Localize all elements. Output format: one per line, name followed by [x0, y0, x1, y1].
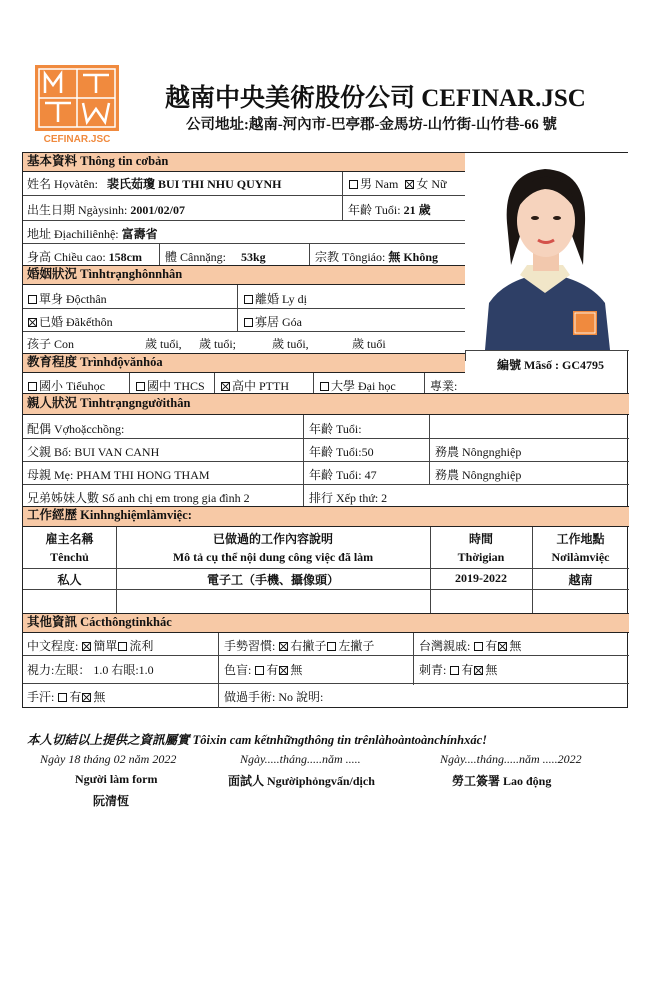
signature-interviewer: 面試人 Ngườiphỏngvấn/dịch: [228, 774, 375, 788]
col-time-header: 時間 Thờigian: [457, 532, 505, 564]
married-checkbox[interactable]: [28, 318, 37, 327]
sweat-no-checkbox[interactable]: [82, 693, 91, 702]
colorblind-yes-checkbox[interactable]: [255, 666, 264, 675]
code-number: 編號 Mãsố : GC4795: [497, 358, 604, 372]
single-checkbox[interactable]: [28, 295, 37, 304]
section-other: 其他資訊 Cácthôngtinkhác: [23, 613, 629, 633]
divorced-checkbox[interactable]: [244, 295, 253, 304]
taiwan-relatives[interactable]: 台灣親戚: 有 無: [419, 639, 522, 653]
date-interviewer: Ngày.....tháng.....năm .....: [240, 752, 361, 766]
section-basic: 基本資料 Thông tin cơbản: [23, 153, 465, 172]
date-worker: Ngày....tháng.....năm .....2022: [440, 752, 582, 766]
primary-checkbox[interactable]: [28, 382, 37, 391]
svg-text:CEFINAR.JSC: CEFINAR.JSC: [43, 134, 111, 145]
gender-female-checkbox[interactable]: [405, 180, 414, 189]
senior-checkbox[interactable]: [221, 382, 230, 391]
table-row-desc: 電子工（手機、攝像頭）: [206, 573, 339, 587]
spouse-age: 年齡 Tuổi:: [309, 422, 362, 436]
edu-senior[interactable]: 高中 PTTH: [216, 377, 289, 394]
section-marital: 婚姻狀況 Tìnhtrạnghônnhân: [23, 265, 465, 285]
tattoo-field[interactable]: 刺青: 有 無: [419, 663, 498, 677]
marital-widowed[interactable]: 寡居 Góa: [239, 313, 302, 330]
child-age-1: 歲 tuổi,: [145, 337, 182, 351]
tattoo-yes-checkbox[interactable]: [450, 666, 459, 675]
left-hand-checkbox[interactable]: [327, 642, 336, 651]
marital-divorced[interactable]: 離婚 Ly dị: [239, 290, 307, 307]
col-desc-header: 已做過的工作內容說明 Mô tả cụ thể nội dung công việc đã làm: [172, 532, 374, 564]
sweat-yes-checkbox[interactable]: [58, 693, 67, 702]
dob-row: 出生日期 Ngàysinh: 2001/02/07: [27, 203, 186, 217]
edu-primary[interactable]: 國小 Tiểuhọc: [23, 377, 105, 394]
junior-checkbox[interactable]: [136, 382, 145, 391]
university-checkbox[interactable]: [320, 382, 329, 391]
company-logo: [35, 65, 119, 145]
siblings-field: 兄弟姊妹人數 Số anh chị em trong gia đình 2: [27, 491, 250, 505]
weight-field: 體 Cânnặng: 53kg: [165, 250, 266, 264]
spouse-field: 配偶 Vợhoặcchồng:: [27, 422, 125, 436]
company-address: 公司地址:越南-河內市-巴亭郡-金馬坊-山竹街-山竹巷-66 號: [186, 117, 557, 133]
company-name: 越南中央美術股份公司 CEFINAR.JSC: [165, 85, 586, 112]
gender-male-checkbox[interactable]: [349, 180, 358, 189]
section-education: 教育程度 Trìnhđộvănhóa: [23, 353, 465, 373]
section-family: 親人狀況 Tìnhtrạngngườithân: [23, 393, 629, 415]
father-job: 務農 Nôngnghiệp: [435, 445, 522, 459]
gender-options[interactable]: 男 Nam 女 Nữ: [344, 175, 447, 192]
chinese-level[interactable]: 中文程度: 簡單 流利: [27, 639, 154, 653]
taiwan-yes-checkbox[interactable]: [474, 642, 483, 651]
name-row: 姓名 Họvàtên: 裴氏茹瓊 BUI THI NHU QUYNH: [27, 177, 282, 191]
signature-worker: 勞工簽署 Lao động: [452, 774, 552, 788]
address-row: 地址 Địachiliênhệ: 富壽省: [27, 227, 158, 241]
date-applicant: Ngày 18 tháng 02 năm 2022: [40, 752, 177, 766]
right-hand-checkbox[interactable]: [279, 642, 288, 651]
chinese-simple-checkbox[interactable]: [82, 642, 91, 651]
section-work: 工作經歷 Kinhnghiệmlàmviệc:: [23, 506, 629, 527]
father-field: 父親 Bố: BUI VAN CANH: [27, 445, 160, 459]
marital-married[interactable]: 已婚 Đãkếthôn: [23, 313, 113, 330]
mother-age: 年齡 Tuổi: 47: [309, 468, 377, 482]
widowed-checkbox[interactable]: [244, 318, 253, 327]
form-maker-name: 阮清恆: [93, 794, 130, 808]
taiwan-no-checkbox[interactable]: [498, 642, 507, 651]
chinese-fluent-checkbox[interactable]: [118, 642, 127, 651]
colorblind-field[interactable]: 色盲: 有 無: [224, 663, 303, 677]
handedness[interactable]: 手勢習慣: 右撇子 左撇子: [224, 639, 375, 653]
vision-field: 視力:左眼： 1.0 右眼:1.0: [27, 663, 154, 677]
mother-field: 母親 Mẹ: PHAM THI HONG THAM: [27, 468, 210, 482]
surgery-field: 做過手術: No 說明:: [224, 690, 324, 704]
signature-form-maker: Người làm form: [75, 772, 158, 786]
child-age-3: 歲 tuổi,: [272, 337, 309, 351]
col-employer-header: 雇主名稱 Tênchủ: [45, 532, 94, 564]
edu-university[interactable]: 大學 Đại học: [315, 377, 396, 394]
table-row-employer: 私人: [57, 573, 82, 587]
major-field: 專業:: [430, 379, 458, 393]
father-age: 年齡 Tuổi:50: [309, 445, 374, 459]
tattoo-no-checkbox[interactable]: [474, 666, 483, 675]
mother-job: 務農 Nôngnghiệp: [435, 468, 522, 482]
child-age-2: 歲 tuổi;: [199, 337, 237, 351]
edu-junior[interactable]: 國中 THCS: [131, 377, 205, 394]
child-age-4: 歲 tuổi: [352, 337, 386, 351]
col-place-header: 工作地點 Nơilàmviệc: [551, 532, 610, 564]
declaration-text: 本人切結以上提供之資訊屬實 Tôixin cam kếtnhữngthông tin trênlàhoàntoànchínhxác!: [27, 733, 487, 747]
height-field: 身高 Chiều cao: 158cm: [27, 250, 142, 264]
table-row-place: 越南: [568, 573, 593, 587]
rank-field: 排行 Xếp thứ: 2: [309, 491, 388, 505]
religion-field: 宗教 Tôngiáo: 無 Không: [315, 250, 439, 264]
children-label: 孩子 Con: [27, 337, 75, 351]
sweaty-hands-field[interactable]: 手汗: 有 無: [27, 690, 106, 704]
colorblind-no-checkbox[interactable]: [279, 666, 288, 675]
age-field: 年齡 Tuổi: 21 歲: [348, 203, 431, 217]
applicant-photo: [465, 153, 628, 350]
table-row-time: 2019-2022: [455, 571, 507, 585]
marital-single[interactable]: 單身 Độcthân: [23, 290, 107, 307]
application-form: [22, 152, 628, 708]
